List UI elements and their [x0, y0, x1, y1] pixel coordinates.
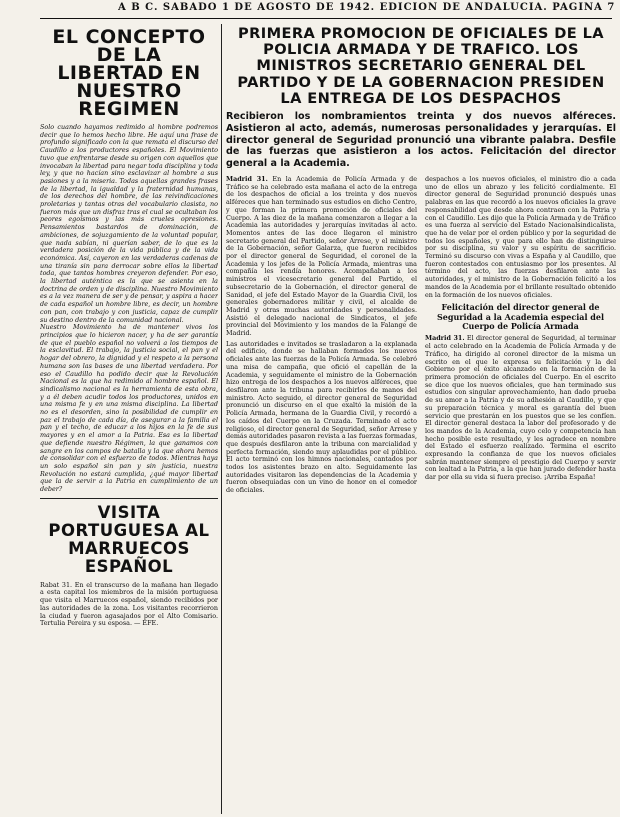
left-column — [40, 26, 218, 814]
main-article-headline: PRIMERA PROMOCION DE OFICIALES DE LA POLICIA ARMADA Y DE TRAFICO. LOS MINISTROS SECRETARIO GENERAL DEL PARTIDO Y DE LA GOBERNACION PRESIDEN LA ENTREGA DE LOS DESPACHOS — [237, 26, 605, 107]
col1-dateline: Madrid 31. — [226, 175, 268, 183]
portugal-body: Rabat 31. En el transcurso de la mañana han llegado a esta capital los miembros de la misión portuguesa que visita el Marruecos español, siendo recibidos por las autoridades de la zona. Los visitantes recorrieron la ciudad y fueron agasajados por el Alto Comisario. Tertulia Pereira y su esposa. — EFE. — [40, 580, 218, 628]
col1-body: En la Academia de Policía Armada y de Tráfico se ha celebrado esta mañana el acto de la entrega de los despachos de oficial a los treinta y dos nuevos alféreces que han terminado sus estudios en dicho Centro, y que forman la primera promoción de oficiales del Cuerpo. A las diez de la mañana comenzaron a llegar a la Academia las autoridades y jerarquías invitadas al acto. Momentos antes de las doce llegaron el ministro secretario general del Partido, señor Arrese, y el ministro de la Gobernación, señor Galarza, que fueron recibidos por el director general de Seguridad, el coronel de la Academia y los jefes de la Policía Armada, mientras una compañía les rendía honores. Acompañaban a los ministros el vicesecretario general del Partido, el subsecretario de la Gobernación, el director general de Sanidad, el jefe del Estado Mayor de la Guardia Civil, los generales gobernadores militar y civil, el alcalde de Madrid y otras muchas autoridades y personalidades. Asistió el delegado nacional de Sindicatos, el jefe provincial del Movimiento y los mandos de la Falange de Madrid. — [226, 175, 417, 338]
main-article — [226, 26, 616, 814]
main-article-deck: Recibieron los nombramientos treinta y dos nuevos alféreces. Asistieron al acto, además, numerosas personalidades y jerarquías. El director general de Seguridad pronunció una vibrante palabra. Desfile de las fuerzas que asistieron a los actos. Felicitación del director general a la Academia. — [226, 111, 616, 170]
masthead-rule — [40, 18, 612, 19]
col2-body: despachos a los nuevos oficiales, el ministro dio a cada uno de ellos un abrazo y les felicitó cordialmente. El director general de Seguridad pronunció después unas palabras en las que recordó a los nuevos oficiales la grave responsabilidad que desde ahora contraen con la Patria y con el Caudillo. Les dijo que la Policía Armada y de Tráfico es una fuerza al servicio del Estado Nacionalsindicalista, que ha de velar por el orden público y por la seguridad de todos los españoles, y que para ello han de distinguirse por su disciplina, su valor y su espíritu de sacrificio. Terminó su discurso con vivas a España y al Caudillo, que fueron contestados con entusiasmo por los presentes. Al término del acto, las fuerzas desfilaron ante las autoridades, y el ministro de la Gobernación felicitó a los mandos de la Academia por el brillante resultado obtenido en la formación de los nuevos oficiales. — [425, 175, 616, 299]
col1-body-2: Las autoridades e invitados se trasladaron a la explanada del edificio, donde se hallaban formados los nuevos oficiales ante las fuerzas de la Policía Armada. Se celebró una misa de campaña, que ofició el capellán de la Academia, y seguidamente el ministro de la Gobernación hizo entrega de los despachos a los nuevos alféreces, que desfilaron ante la tribuna para recibirlos de manos del ministro. Acto seguido, el director general de Seguridad pronunció un discurso en el que exaltó la misión de la Policía Armada, hermana de la Guardia Civil, y recordó a los caídos del Cuerpo en la Cruzada. Terminado el acto religioso, el director general de Seguridad, señor Arrese y demás autoridades pasaron revista a las fuerzas formadas, que después desfilaron ante la tribuna con marcialidad y perfecta formación, siendo muy aplaudidas por el público. El acto terminó con los himnos nacionales, cantados por todos los asistentes brazo en alto. Seguidamente las autoridades visitaron las dependencias de la Academia y fueron obsequiadas con un vino de honor en el comedor de oficiales. — [226, 339, 417, 495]
masthead-line: A B C. SABADO 1 DE AGOSTO DE 1942. EDICION DE ANDALUCIA. PAGINA 7 — [118, 2, 616, 13]
portugal-headline: VISITA PORTUGUESA AL MARRUECOS ESPAÑOL — [48, 502, 210, 576]
left-article-body: Solo cuando hayamos redimido al hombre podremos decir que lo hemos hecho libre. He aquí una frase de profundo significado con la que remata el discurso del Caudillo a los productores españoles. El Movimiento tuvo que enfrentarse desde su origen con aquellos que invocaban la libertad para negar toda disciplina y toda ley, y que no hacían sino esclavizar al hombre a sus pasiones y a la miseria. Todas aquellas grandes frases de la libertad, la igualdad y la fraternidad humanas, de los derechos del hombre, de las reivindicaciones proletarias y tantas otras del vocabulario clasista, no fueron más que un disfraz tras el cual se ocultaban los peores egoísmos y las más crueles opresiones. Pensamientos bastardos de dominación, de ambiciones, de sojuzgamiento de la voluntad popular, que nada sabían, ni querían saber, de lo que es la verdadera posición de la vida pública y de la vida económica. Así, cayeron en las verdaderas cadenas de una tiranía sin para derrocar sobre ellos la libertad toda, que tantos hombres creyeron defender. Por eso, la libertad auténtica es la que se asienta en la doctrina de orden y de disciplina. Nuestro Movimiento es a la vez manera de ser y de pensar, y aspira a hacer de cada español un hombre libre, es decir, un hombre con pan, con trabajo y con justicia, capaz de cumplir su destino dentro de la comunidad nacional. — [40, 123, 218, 324]
left-article-headline: EL CONCEPTO DE LA LIBERTAD EN NUESTRO REGIMEN — [52, 26, 206, 120]
section-divider — [40, 498, 218, 499]
col2-inner-headline: Felicitación del director general de Seguridad a la Academia especial del Cuerpo de Policía Armada — [437, 302, 604, 332]
col1-paragraph — [226, 176, 417, 338]
col2-paragraph — [425, 335, 616, 481]
main-article-columns — [226, 176, 616, 495]
main-column-2 — [425, 176, 616, 495]
main-column-1 — [226, 176, 417, 495]
left-article-body-2: Nuestro Movimiento ha de mantener vivos los principios que lo hicieron nacer, y ha de ser garantía de que el pueblo español no volverá a los tiempos de la esclavitud. El trabajo, la justicia social, el pan y el hogar del obrero, la dignidad y el respeto a la persona humana son las bases de una libertad verdadera. Por eso el Caudillo ha podido decir que la Revolución Nacional es la que ha redimido al hombre español. El sindicalismo nacional es la herramienta de esta obra, y a él deben acudir todos los productores, unidos en una misma fe y en una misma disciplina. La libertad no es el desorden, sino la posibilidad de cumplir en paz el trabajo de cada día, de asegurar a la familia el pan y el techo, de educar a los hijos en la fe de sus mayores y en el amor a la Patria. Esa es la libertad que defiende nuestro Régimen, la que ganamos con sangre en los campos de batalla y la que ahora hemos de consolidar con el esfuerzo de todos. Mientras haya un solo español sin pan y sin justicia, nuestra Revolución no estará cumplida, ¿qué mayor libertad que la de servir a la Patria en cumplimiento de un deber? — [40, 323, 218, 494]
col2-body-2: El director general de Seguridad, al terminar el acto celebrado en la Academia de Policía Armada y de Tráfico, ha dirigido al coronel director de la misma un escrito en el que le expresa su felicitación y la del Gobierno por el éxito alcanzado en la formación de la primera promoción de oficiales del Cuerpo. En el escrito se dice que los nuevos oficiales, que han terminado sus estudios con singular aprovechamiento, han dado prueba de su amor a la Patria y de su adhesión al Caudillo, y que su preparación técnica y moral es garantía del buen servicio que prestarán en los puestos que se les confíen. El director general destaca la labor del profesorado y de los mandos de la Academia, cuyo celo y competencia han hecho posible este resultado, y les agradece en nombre del Estado el esfuerzo realizado. Termina el escrito expresando la confianza de que los nuevos oficiales sabrán mantener siempre el prestigio del Cuerpo y servir con lealtad a la Patria, a la que han jurado defender hasta dar por ella su vida si fuera preciso. ¡Arriba España! — [425, 334, 616, 482]
column-rule — [221, 24, 222, 814]
col2-dateline: Madrid 31. — [425, 334, 465, 343]
